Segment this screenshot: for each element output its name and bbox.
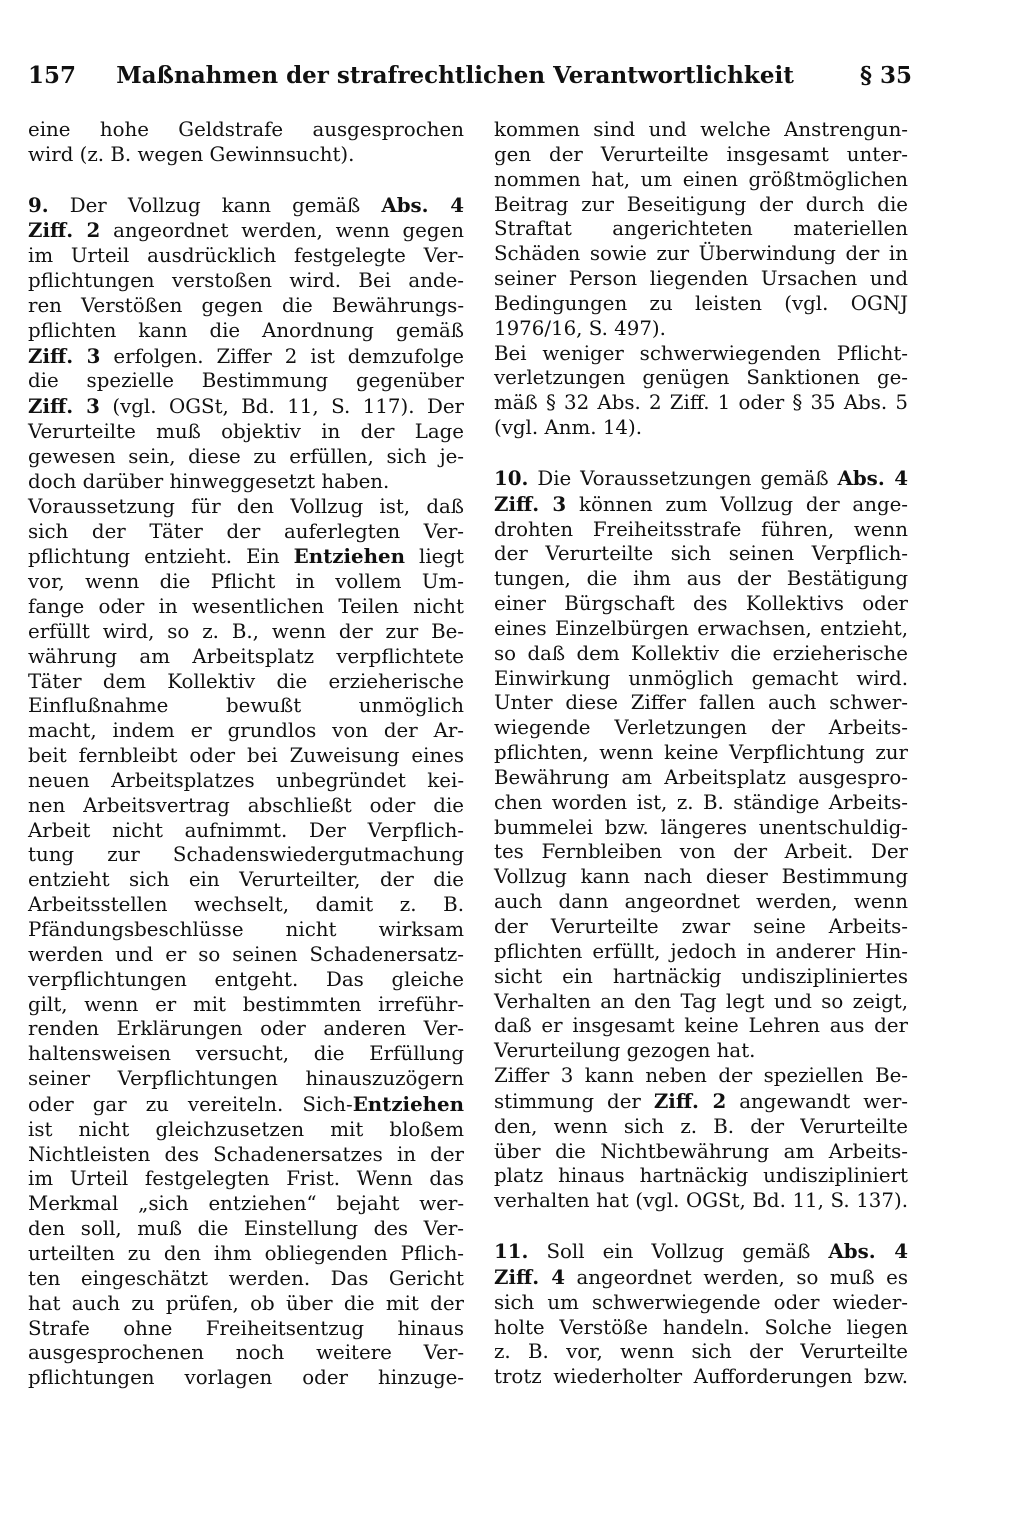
text-line: Straftat angerichteten materiellen: [494, 217, 908, 241]
text-line: Täter dem Kollektiv die erzieherische: [28, 669, 464, 693]
text-line: Ziff. 3 erfolgen. Ziffer 2 ist demzufolge: [28, 343, 464, 368]
text-line: urteilten zu den ihm obliegenden Pflich-: [28, 1241, 464, 1265]
text-line: Beitrag zur Beseitigung der durch die: [494, 192, 908, 216]
text-line: pflichtung entzieht. Ein Entziehen liegt: [28, 544, 465, 569]
text-line: Verhalten an den Tag legt und so zeigt,: [494, 989, 908, 1013]
text-line: 11. Soll ein Vollzug gemäß Abs. 4: [494, 1238, 908, 1263]
text-line: tung zur Schadenswiedergutmachung: [28, 843, 464, 867]
text-line: Einflußnahme bewußt unmöglich: [28, 694, 464, 718]
paragraph-gap: [494, 441, 908, 466]
text-line: Schäden sowie zur Überwindung der in: [494, 242, 908, 266]
text-line: erfüllt wird, so z. B., wenn der zur Be-: [28, 619, 464, 643]
text-line: verhalten hat (vgl. OGSt, Bd. 11, S. 137).: [494, 1189, 908, 1213]
text-line: Verurteilte muß objektiv in der Lage: [28, 420, 464, 444]
text-line: ren Verstößen gegen die Bewährungs-: [28, 293, 464, 317]
paragraph-gap: [494, 1214, 908, 1239]
text-line: eines Einzelbürgen erwachsen, entzieht,: [494, 616, 908, 640]
text-line: im Urteil festgelegten Frist. Wenn das: [28, 1167, 464, 1191]
text-line: auch dann angeordnet werden, wenn: [494, 890, 908, 914]
right-text-column: [494, 118, 908, 1390]
text-line: pflichtungen vorlagen oder hinzuge-: [28, 1366, 464, 1390]
text-line: Ziff. 3 (vgl. OGSt, Bd. 11, S. 117). Der: [28, 394, 464, 419]
text-line: oder gar zu vereiteln. Sich-Entziehen: [28, 1091, 464, 1116]
text-line: ist nicht gleichzusetzen mit bloßem: [28, 1117, 464, 1141]
text-line: pflichtungen verstoßen wird. Bei ande-: [28, 269, 464, 293]
text-line: gewesen sein, diese zu erfüllen, sich je-: [28, 444, 464, 468]
text-line: gen der Verurteilte insgesamt unter-: [494, 142, 908, 166]
text-line: holte Verstöße handeln. Solche liegen: [494, 1315, 908, 1339]
text-line: 10. Die Voraussetzungen gemäß Abs. 4: [494, 465, 908, 490]
text-line: Arbeitsstellen wechselt, damit z. B.: [28, 893, 464, 917]
text-line: pflichten kann die Anordnung gemäß: [28, 318, 464, 342]
text-line: Pfändungsbeschlüsse nicht wirksam: [28, 918, 464, 941]
text-line: (vgl. Anm. 14).: [494, 416, 642, 440]
text-line: Ziff. 2 angeordnet werden, wenn gegen: [28, 218, 464, 243]
text-line: tungen, die ihm aus der Bestätigung: [494, 567, 908, 591]
page-number: 157: [28, 62, 77, 89]
text-line: pflichten, wenn keine Verpflichtung zur: [494, 741, 908, 765]
text-line: werden und er so seinen Schadenersatz-: [28, 942, 464, 966]
text-line: die spezielle Bestimmung gegenüber: [28, 369, 464, 393]
text-line: Bei weniger schwerwiegenden Pflicht-: [494, 341, 908, 365]
text-line: währung am Arbeitsplatz verpflichtete: [28, 644, 464, 668]
text-line: Vollzug kann nach dieser Bestimmung: [494, 865, 908, 889]
text-line: 1976/16, S. 497).: [494, 316, 666, 340]
text-line: über die Nichtbewährung am Arbeits-: [494, 1139, 908, 1163]
text-line: eine hohe Geldstrafe ausgesprochen: [28, 118, 464, 141]
text-line: bummelei bzw. längeres unentschuldig-: [494, 815, 908, 839]
text-line: vor, wenn die Pflicht in vollem Um-: [28, 570, 464, 594]
text-line: mäß § 32 Abs. 2 Ziff. 1 oder § 35 Abs. 5: [494, 391, 908, 415]
text-line: der Verurteilte sich seinen Verpflich-: [494, 542, 908, 566]
text-line: Ziffer 3 kann neben der speziellen Be-: [494, 1064, 908, 1088]
text-line: fange oder in wesentlichen Teilen nicht: [28, 595, 464, 619]
text-line: verpflichtungen entgeht. Das gleiche: [28, 967, 464, 991]
text-line: Unter diese Ziffer fallen auch schwer-: [494, 691, 908, 715]
text-line: Nichtleisten des Schadenersatzes in der: [28, 1142, 464, 1166]
chapter-title: Maßnahmen der strafrechtlichen Verantwortlichkeit: [116, 62, 794, 89]
text-line: seiner Person liegenden Ursachen und: [494, 267, 908, 291]
text-line: renden Erklärungen oder anderen Ver-: [28, 1017, 464, 1041]
text-line: trotz wiederholter Aufforderungen bzw.: [494, 1365, 908, 1389]
text-line: chen worden ist, z. B. ständige Arbeits-: [494, 790, 908, 814]
text-line: der Verurteilte zwar seine Arbeits-: [494, 915, 908, 938]
text-line: ten eingeschätzt werden. Das Gericht: [28, 1266, 464, 1290]
text-line: sich der Täter der auferlegten Ver-: [28, 519, 464, 543]
text-line: tes Fernbleiben von der Arbeit. Der: [494, 840, 908, 864]
text-line: Merkmal „sich entziehen“ bejaht wer-: [28, 1192, 464, 1216]
text-line: sicht ein hartnäckig undiszipliniertes: [494, 964, 908, 988]
text-line: verletzungen genügen Sanktionen ge-: [494, 366, 908, 390]
text-line: Ziff. 3 können zum Vollzug der ange-: [494, 491, 908, 516]
text-line: entzieht sich ein Verurteilter, der die: [28, 868, 464, 892]
text-line: Einwirkung unmöglich gemacht wird.: [494, 666, 908, 690]
text-line: im Urteil ausdrücklich festgelegte Ver-: [28, 244, 464, 268]
text-line: den, wenn sich z. B. der Verurteilte: [494, 1114, 908, 1138]
text-line: doch darüber hinweggesetzt haben.: [28, 469, 390, 493]
text-line: macht, indem er grundlos von der Ar-: [28, 719, 464, 743]
text-line: Ziff. 4 angeordnet werden, so muß es: [494, 1264, 909, 1289]
text-line: drohten Freiheitsstrafe führen, wenn: [494, 517, 908, 541]
text-line: 9. Der Vollzug kann gemäß Abs. 4: [28, 192, 464, 217]
text-line: hat auch zu prüfen, ob über die mit der: [28, 1291, 464, 1315]
text-line: beit fernbleibt oder bei Zuweisung eines: [28, 744, 464, 768]
text-line: Bedingungen zu leisten (vgl. OGNJ: [494, 291, 908, 315]
section-marker: § 35: [859, 62, 912, 89]
text-line: pflichten erfüllt, jedoch in anderer Hin-: [494, 939, 908, 963]
text-line: Voraussetzung für den Vollzug ist, daß: [28, 494, 464, 518]
left-text-column: [28, 118, 464, 1391]
text-line: kommen sind und welche Anstrengun-: [494, 118, 908, 141]
text-line: Arbeit nicht aufnimmt. Der Verpflich-: [28, 818, 464, 842]
text-line: platz hinaus hartnäckig undiszipliniert: [494, 1164, 908, 1188]
text-line: neuen Arbeitsplatzes unbegründet kei-: [28, 768, 464, 792]
paragraph-gap: [28, 168, 464, 193]
text-line: wiegende Verletzungen der Arbeits-: [494, 716, 908, 740]
text-line: so daß dem Kollektiv die erzieherische: [494, 641, 908, 665]
text-line: nommen hat, um einen größtmöglichen: [494, 167, 908, 191]
text-line: Verurteilung gezogen hat.: [494, 1039, 756, 1063]
text-line: Strafe ohne Freiheitsentzug hinaus: [28, 1316, 464, 1340]
text-line: stimmung der Ziff. 2 angewandt wer-: [494, 1088, 908, 1113]
running-header: [28, 62, 912, 102]
text-line: nen Arbeitsvertrag abschließt oder die: [28, 793, 464, 817]
text-line: seiner Verpflichtungen hinauszuzögern: [28, 1067, 464, 1091]
text-line: haltensweisen versucht, die Erfüllung: [28, 1042, 464, 1066]
text-line: gilt, wenn er mit bestimmten irreführ-: [28, 992, 464, 1016]
text-line: wird (z. B. wegen Gewinnsucht).: [28, 142, 355, 166]
text-line: den soll, muß die Einstellung des Ver-: [28, 1217, 464, 1241]
text-line: z. B. vor, wenn sich der Verurteilte: [494, 1340, 908, 1364]
text-line: Bewährung am Arbeitsplatz ausgespro-: [494, 765, 908, 789]
text-line: sich um schwerwiegende oder wieder-: [494, 1290, 908, 1314]
text-line: einer Bürgschaft des Kollektivs oder: [494, 592, 908, 616]
text-line: daß er insgesamt keine Lehren aus der: [494, 1014, 908, 1038]
text-line: ausgesprochenen noch weitere Ver-: [28, 1341, 464, 1365]
